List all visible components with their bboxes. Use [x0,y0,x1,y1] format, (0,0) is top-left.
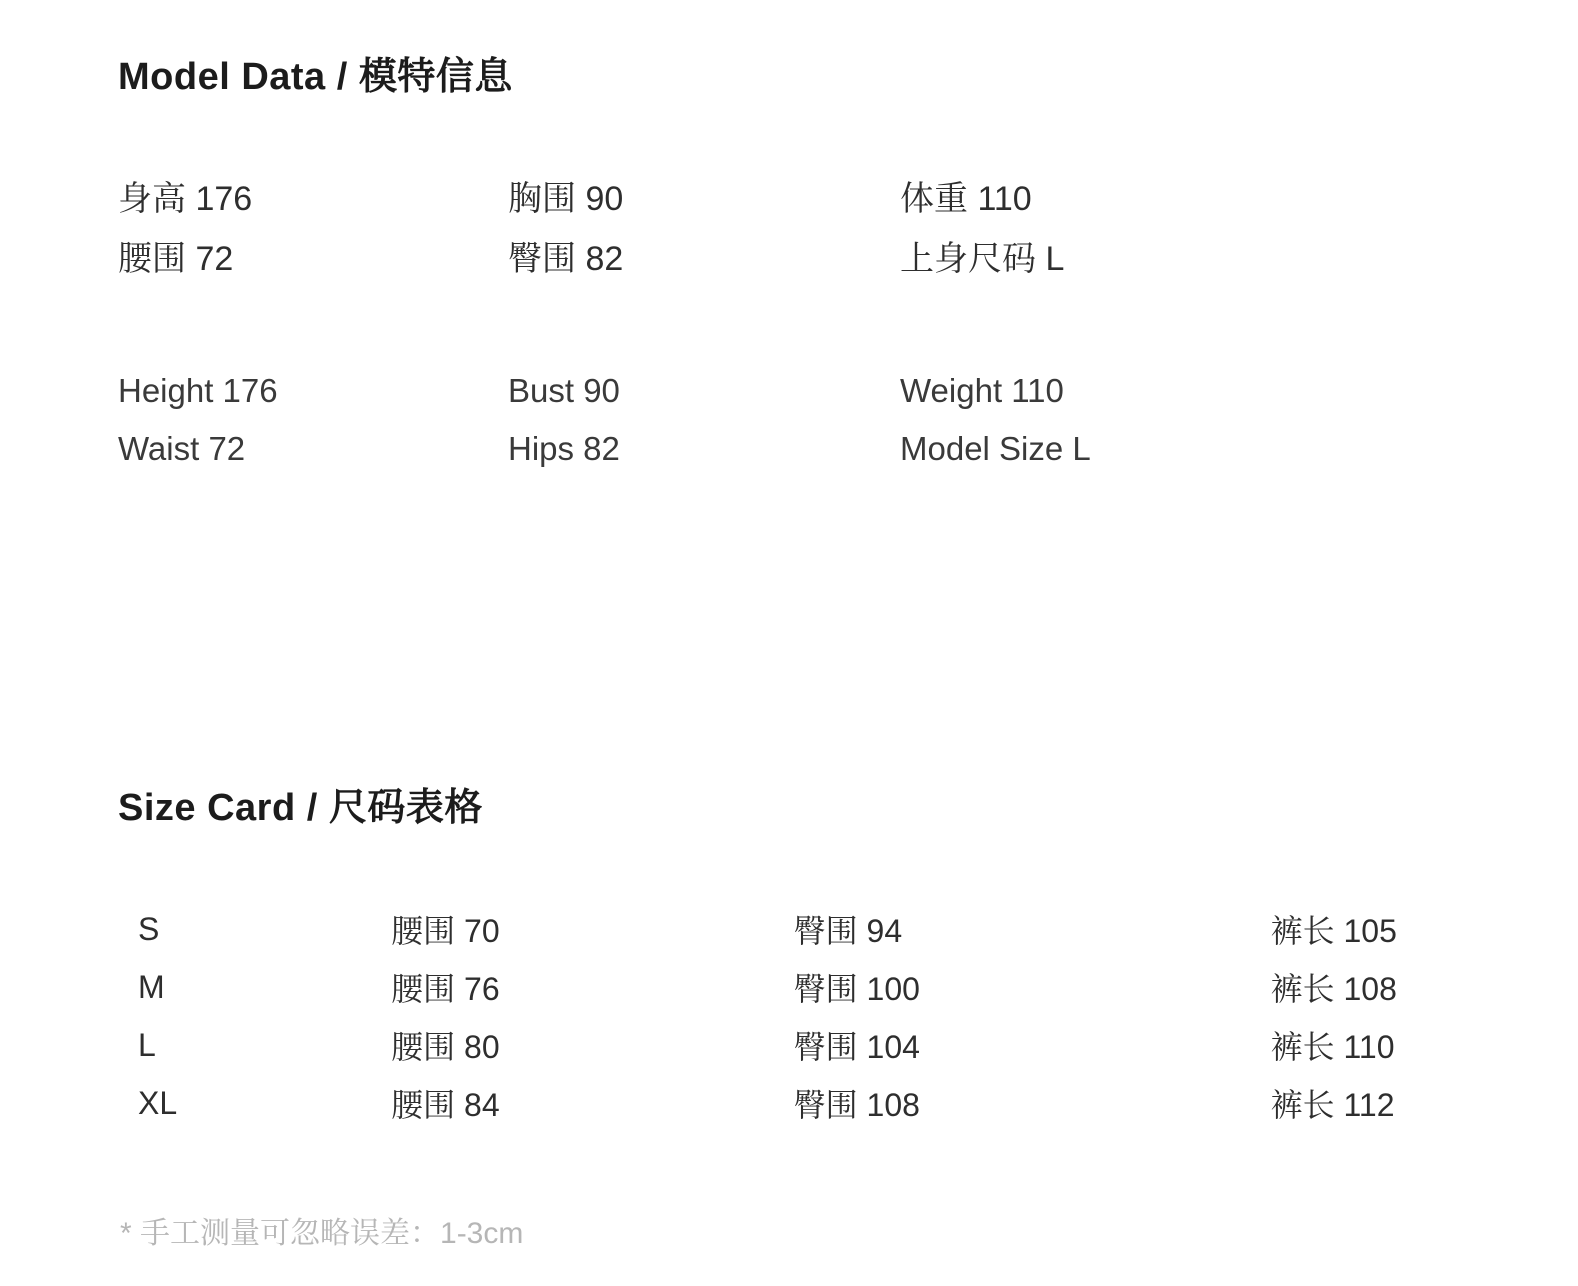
size-length: 裤长 108 [1270,971,1397,1007]
size-length: 裤长 112 [1270,1087,1395,1123]
size-hips: 臀围 100 [793,971,920,1007]
model-hips-cn: 臀围 82 [508,239,624,278]
table-row [130,1016,1470,1074]
model-data-row [118,362,1318,420]
model-data-grid-en [118,362,1318,478]
size-waist: 腰围 76 [391,971,500,1007]
size-hips: 臀围 108 [793,1087,920,1123]
model-data-row [118,230,1318,290]
size-length: 裤长 105 [1270,913,1397,949]
measurement-footnote: * 手工测量可忽略误差：1-3cm [120,1217,524,1250]
size-label: XL [138,1084,178,1121]
model-data-grid-cn [118,170,1318,289]
size-length: 裤长 110 [1270,1029,1395,1065]
model-data-row [118,170,1318,230]
size-waist: 腰围 84 [391,1087,500,1123]
model-size-en: Model Size L [900,429,1091,467]
size-card-title: Size Card / 尺码表格 [118,787,483,829]
model-bust-cn: 胸围 90 [508,180,624,218]
table-row [130,958,1470,1016]
table-row [130,1074,1470,1132]
model-bust-en: Bust 90 [508,372,620,409]
model-weight-en: Weight 110 [900,372,1064,409]
model-waist-en: Waist 72 [118,429,246,467]
model-height-en: Height 176 [118,372,278,409]
size-hips: 臀围 104 [793,1029,920,1065]
table-row [130,900,1470,958]
size-waist: 腰围 70 [391,913,500,949]
size-label: M [138,968,165,1005]
size-label: L [138,1026,156,1063]
model-height-cn: 身高 176 [118,180,253,218]
model-weight-cn: 体重 110 [900,180,1032,218]
size-label: S [138,910,160,947]
size-waist: 腰围 80 [391,1029,500,1065]
model-data-row [118,420,1318,478]
model-data-title: Model Data / 模特信息 [118,56,513,98]
model-waist-cn: 腰围 72 [118,239,234,278]
size-card-table [130,900,1470,1132]
size-hips: 臀围 94 [793,913,903,949]
model-hips-en: Hips 82 [508,429,620,467]
model-size-cn: 上身尺码 L [900,239,1065,278]
